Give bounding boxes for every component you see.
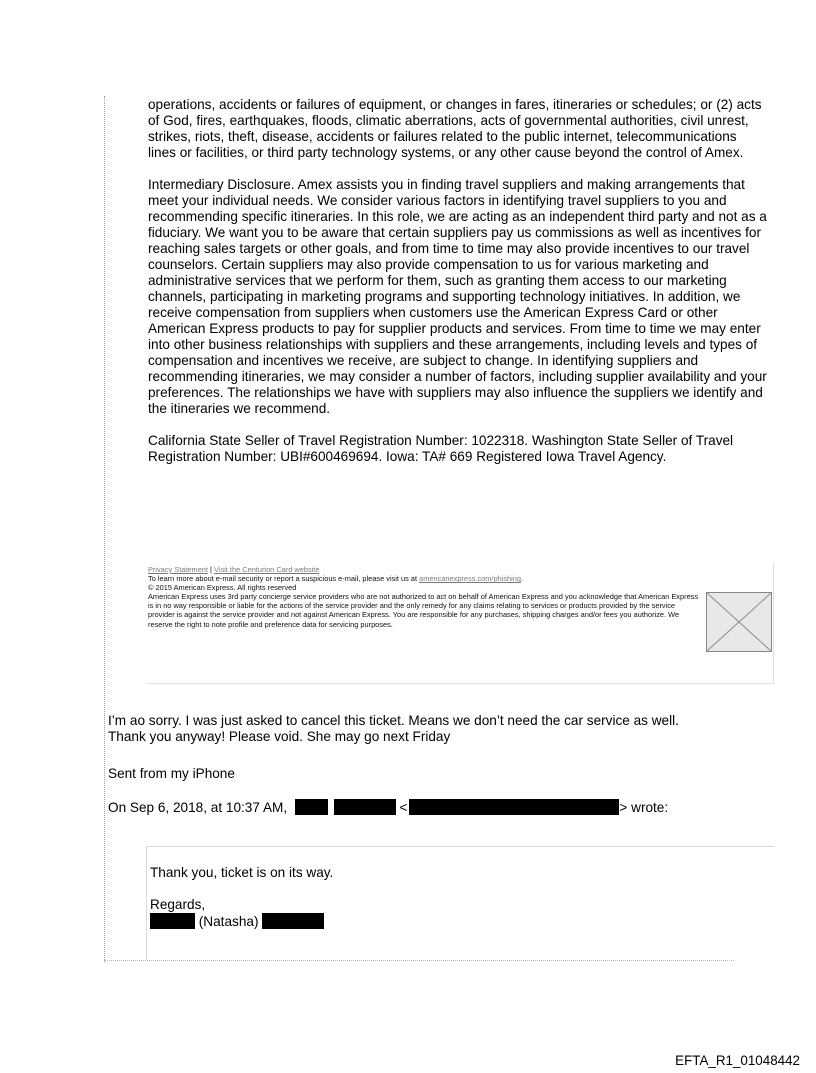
footer-security-line — [148, 574, 703, 583]
quoted-regards: Regards, — [150, 897, 206, 912]
email-footer — [146, 562, 774, 684]
security-text: To learn more about e-mail security or report a suspicious e-mail, please visit us at — [148, 574, 418, 584]
terms-paragraph-force-majeure: operations, accidents or failures of equipment, or changes in fares, itineraries or schedules; or (2) acts of God, fires, earthquakes, floods, climatic aberrations, acts of governmental authorities, civil unrest, strikes, riots, theft, disease, accidents or failures related to the public internet, telecommunications lines or facilities, or third party technology systems, or any other cause beyond the control of Amex. — [148, 97, 762, 160]
centurion-card-link[interactable]: Visit the Centurion Card website — [214, 565, 320, 574]
quote-bottom-rule — [104, 960, 734, 961]
reply-line-1: I’m ao sorry. I was just asked to cancel this ticket. Means we don’t need the car service as well. — [108, 713, 679, 728]
reply-line-2: Thank you anyway! Please void. She may go next Friday — [108, 729, 451, 744]
redaction-box — [295, 799, 328, 815]
terms-paragraph-registration: California State Seller of Travel Registration Number: 1022318. Washington State Seller of Travel Registration Number: UBI#600469694. Iowa: TA# 669 Registered Iowa Travel Agency. — [148, 433, 734, 464]
footer-disclaimer: American Express uses 3rd party concierge service providers who are not authorized to act on behalf of American Express and you acknowledge that American Express is in no way responsible or liable for the actions of the service provider and the only remedy for any claims relating to services or products provided by the service provider is against the service provider and not against American Express. You are responsible for any purchases, shipping charges and/or fees you authorize. We reserve the right to note profile and preference data for servicing purposes. — [148, 592, 699, 629]
phishing-link[interactable]: americanexpress.com/phishing — [419, 574, 521, 584]
broken-image-placeholder-icon — [706, 592, 772, 652]
terms-section — [148, 97, 768, 481]
document-id: EFTA_R1_01048442 — [675, 1053, 800, 1068]
quoted-message — [146, 846, 774, 960]
signature-name-part: (Natasha) — [198, 914, 259, 929]
attribution-lt: < — [399, 800, 408, 815]
terms-paragraph-intermediary: Intermediary Disclosure. Amex assists you in finding travel suppliers and making arrangements that meet your individual needs. We consider various factors in identifying travel suppliers to you and recommending specific itineraries. In this role, we are acting as an independent third party and not as a fiduciary. We want you to be aware that certain suppliers pay us commissions as well as incentives for reaching sales targets or other goals, and from time to time may also provide incentives to our travel counselors. Certain suppliers may also provide compensation to us for various marketing and administrative services that we perform for them, such as granting them access to our marketing channels, participating in marketing programs and supporting technology initiatives. In addition, we receive compensation from suppliers when customers use the American Express Card or other American Express products to pay for supplier products and services. From time to time we may enter into other business relationships with suppliers and these arrangements, including levels and types of compensation and incentives we receive, are subject to change. In identifying suppliers and recommending itineraries, we may consider a number of factors, including supplier availability and your preferences. The relationships we have with suppliers may also influence the suppliers we identify and the itineraries we recommend. — [148, 177, 767, 416]
redaction-box — [150, 913, 195, 929]
sent-from-signature: Sent from my iPhone — [108, 766, 235, 781]
footer-link-separator: | — [210, 565, 212, 574]
quoted-message-body — [150, 865, 333, 930]
redaction-box — [262, 913, 324, 929]
footer-copyright: © 2015 American Express. All rights reserved — [148, 583, 297, 593]
quote-attribution — [108, 799, 668, 815]
reply-message — [108, 713, 768, 745]
redaction-box — [334, 799, 396, 815]
attribution-wrote: > wrote: — [619, 800, 669, 815]
privacy-statement-link[interactable]: Privacy Statement — [148, 565, 208, 574]
redaction-box — [409, 799, 619, 815]
quoted-line: Thank you, ticket is on its way. — [150, 865, 334, 880]
security-period: . — [521, 574, 524, 584]
footer-links-row — [148, 565, 703, 574]
attribution-date: On Sep 6, 2018, at 10:37 AM, — [108, 800, 288, 815]
footer-text-block — [148, 565, 703, 629]
outer-quote-rule — [104, 96, 106, 962]
quoted-signature — [150, 913, 333, 930]
